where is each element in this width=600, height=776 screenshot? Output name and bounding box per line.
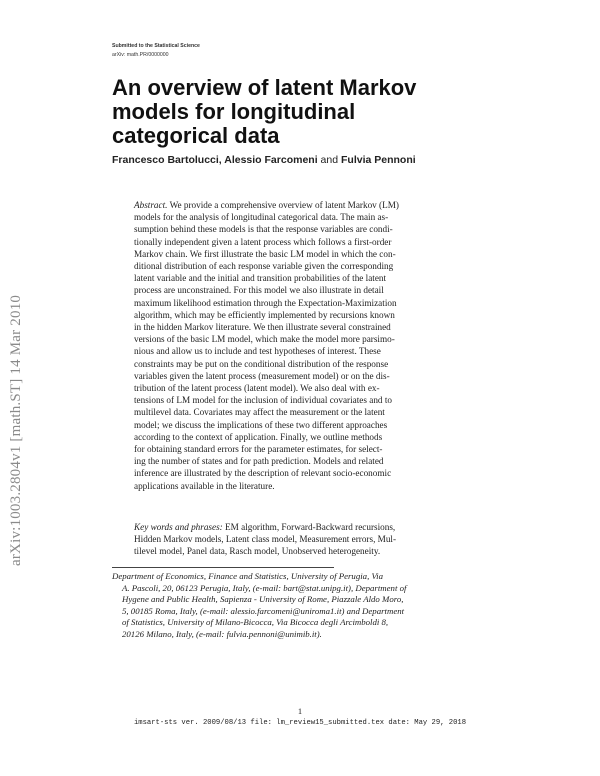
abstract-line: latent variable and the initial and transition probabilities of the latent [134,273,387,284]
footer-metadata: imsart-sts ver. 2009/08/13 file: lm_review15_submitted.tex date: May 29, 2018 [133,719,467,727]
abstract-line: applications available in the literature. [134,480,275,491]
affiliation-line: Hygene and Public Health, Sapienza - University of Rome, Piazzale Aldo Moro, [122,594,404,605]
abstract-line: algorithm, which may be efficiently implemented by recursions known [134,309,395,320]
abstract-label: Abstract. [134,200,168,210]
abstract-line: model; we discuss the implications of these two different approaches [134,419,388,430]
author-separator: and [320,154,339,166]
abstract-line: tensions of LM model for the inclusion of individual covariates and to [134,395,392,406]
abstract-line: sumption behind these models is that the response variables are condi- [134,224,393,235]
abstract-line: Markov chain. We first illustrate the basic LM model in which the con- [134,248,396,259]
abstract-line: ditional distribution of each response variable given the corresponding [134,261,394,272]
keywords-line: tilevel model, Panel data, Rasch model, Unobserved heterogeneity. [134,546,381,557]
affiliation-line: of Statistics, University of Milano-Bicocca, Via Bicocca degli Arcimboldi 8, [122,617,389,628]
title-line: An overview of latent Markov [112,75,417,100]
abstract-line: according to the context of application. Finally, we outline methods [134,431,383,442]
keywords [134,521,466,558]
abstract-line: inference are illustrated by the description of relevant socio-economic [134,468,392,479]
abstract-line: tionally independent given a latent process which follows a first-order [134,236,392,247]
abstract-line: constraints may be put on the conditional distribution of the response [134,358,389,369]
abstract-line: in the hidden Markov literature. We then illustrate several constrained [134,322,391,333]
abstract-line: Abstract. We provide a comprehensive overview of latent Markov (LM) [134,200,399,210]
affiliation-line: 20126 Milano, Italy, (e-mail: fulvia.pennoni@unimib.it). [122,628,322,639]
affiliation-line: A. Pascoli, 20, 06123 Perugia, Italy, (e-mail: bart@stat.unipg.it), Department of [122,582,407,593]
author-name: Francesco Bartolucci, [112,154,222,166]
keywords-line: Hidden Markov models, Latent class model, Measurement errors, Mul- [134,534,397,545]
author-name: Alessio Farcomeni [224,154,318,166]
author-affiliations [112,571,492,641]
abstract-line: tribution of the latent process (latent model). We also deal with ex- [134,383,380,394]
abstract-line: nious and allow us to include and test hypotheses of interest. These [134,346,381,357]
abstract-line: process are unconstrained. For this model we also illustrate in detail [134,285,384,296]
arxiv-identifier-stamp: arXiv:1003.2804v1 [math.ST] 14 Mar 2010 [8,294,24,566]
arxiv-reference: arXiv: math.PR/0000000 [112,52,169,58]
title-line: categorical data [112,123,280,148]
author-name: Fulvia Pennoni [341,154,416,166]
abstract-line: models for the analysis of longitudinal categorical data. The main as- [134,212,389,223]
affiliation-line: 5, 00185 Roma, Italy, (e-mail: alessio.farcomeni@uniroma1.it) and Department [122,605,405,616]
page-number: 1 [297,706,303,716]
paper-title [112,76,492,148]
abstract-line: for obtaining standard errors for the parameter estimates, for select- [134,444,383,455]
title-line: models for longitudinal [112,99,356,124]
abstract-line: ing the number of states and for path prediction. Models and related [134,456,384,467]
journal-header: Submitted to the Statistical Science [112,43,200,49]
keywords-line: Key words and phrases: EM algorithm, Forward-Backward recursions, [134,522,396,532]
footnote-divider [112,567,334,568]
abstract [134,199,466,492]
author-list [112,154,416,166]
abstract-line: maximum likelihood estimation through the Expectation-Maximization [134,297,397,308]
keywords-label: Key words and phrases: [134,522,223,532]
abstract-line: variables given the latent process (measurement model) or on the dis- [134,370,390,381]
abstract-line: multilevel data. Covariates may affect the measurement or the latent [134,407,385,418]
affiliation-line: Department of Economics, Finance and Statistics, University of Perugia, Via [112,571,384,581]
abstract-line: versions of the basic LM model, which make the model more parsimo- [134,334,395,345]
